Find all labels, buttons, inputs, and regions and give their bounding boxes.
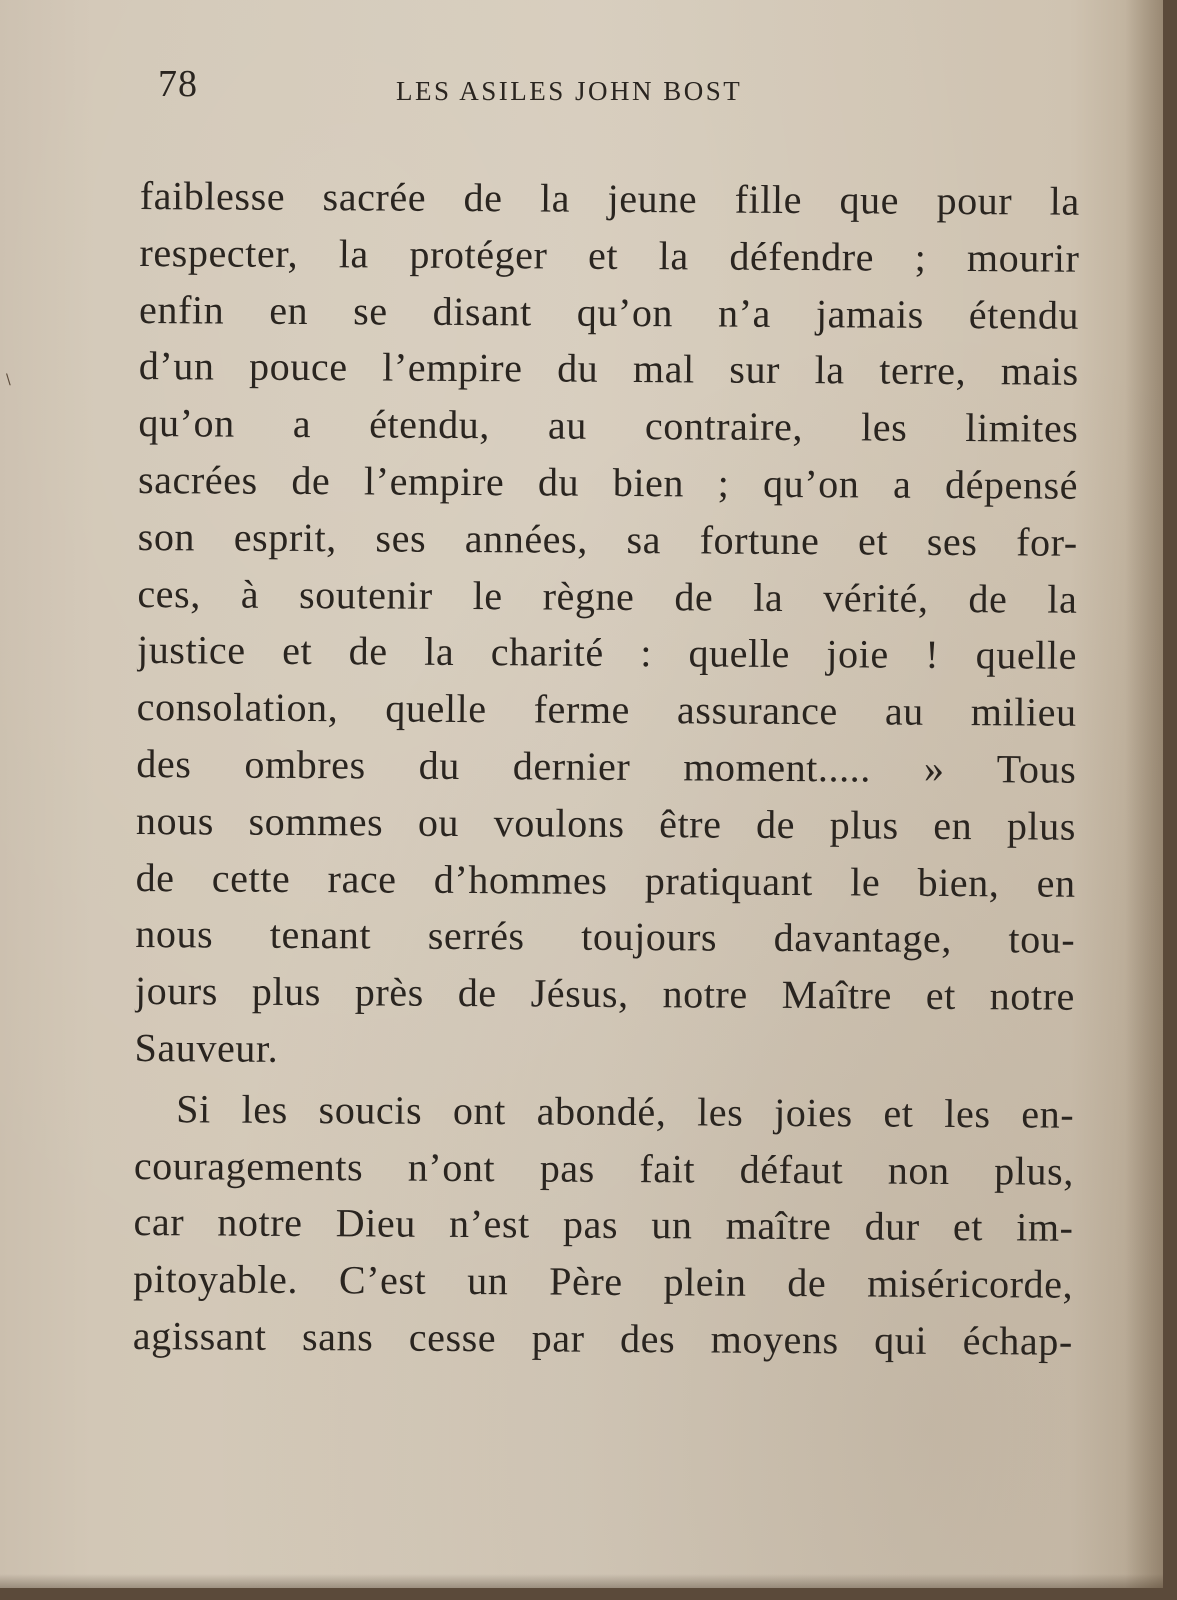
text-line: ces, à soutenir le règne de la vérité, de la bbox=[137, 570, 1078, 622]
text-line: jours plus près de Jésus, notre Maître et notre bbox=[134, 968, 1076, 1019]
text-line: qu’on a étendu, au contraire, les limites bbox=[138, 400, 1079, 451]
text-line: nous tenant serrés toujours davantage, tou- bbox=[135, 911, 1076, 963]
text-line: justice et de la charité : quelle joie ! quelle bbox=[136, 627, 1078, 679]
text-line: sacrées de l’empire du bien ; qu’on a dépensé bbox=[137, 456, 1079, 508]
text-line: car notre Dieu n’est pas un maître dur et im- bbox=[133, 1199, 1074, 1251]
text-line: des ombres du dernier moment..... » Tous bbox=[136, 740, 1077, 792]
body-text bbox=[133, 168, 1080, 1370]
text-line: consolation, quelle ferme assurance au milieu bbox=[136, 684, 1077, 735]
text-line: de cette race d’hommes pratiquant le bien, en bbox=[135, 854, 1076, 906]
text-line: respecter, la protéger et la défendre ; mourir bbox=[139, 229, 1080, 281]
text-line: pitoyable. C’est un Père plein de miséricorde, bbox=[133, 1256, 1074, 1307]
text-line: faiblesse sacrée de la jeune fille que pour la bbox=[139, 172, 1080, 224]
text-line: Si les soucis ont abondé, les joies et les en- bbox=[176, 1085, 1075, 1137]
text-line: son esprit, ses années, sa fortune et ses for- bbox=[137, 513, 1078, 565]
text-line: couragements n’ont pas fait défaut non plus, bbox=[133, 1142, 1075, 1194]
page-number: 78 bbox=[158, 63, 198, 105]
text-line: enfin en se disant qu’on n’a jamais étendu bbox=[139, 286, 1080, 338]
text-line: d’un pouce l’empire du mal sur la terre, mais bbox=[138, 343, 1079, 395]
text-line: agissant sans cesse par des moyens qui échap- bbox=[132, 1312, 1073, 1364]
running-title: LES ASILES JOHN BOST bbox=[396, 76, 743, 106]
text-line: Sauveur. bbox=[134, 1024, 279, 1071]
page-header bbox=[158, 62, 858, 112]
margin-mark: \ bbox=[6, 372, 11, 388]
text-line: nous sommes ou voulons être de plus en plus bbox=[135, 797, 1077, 849]
